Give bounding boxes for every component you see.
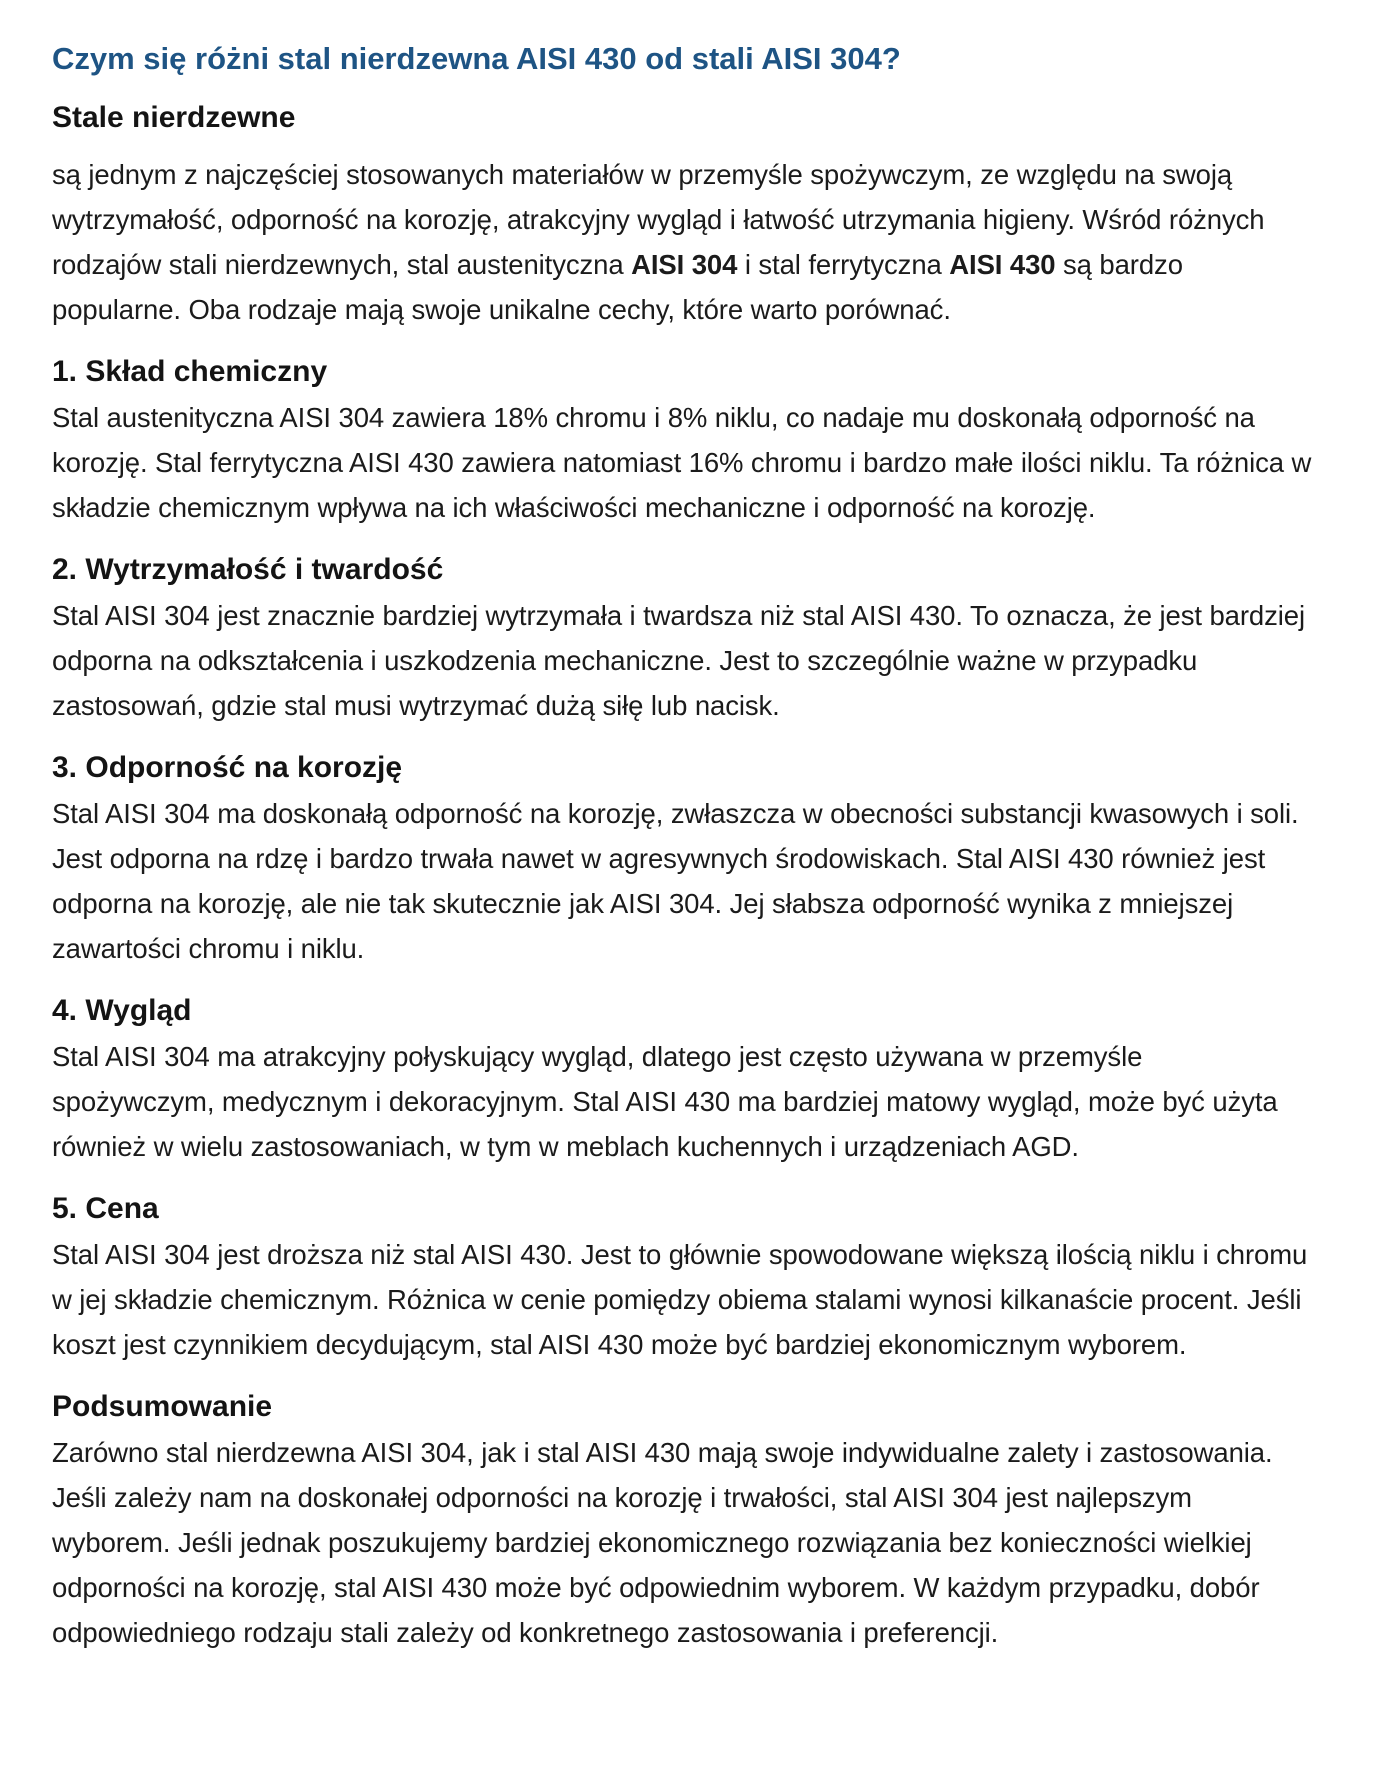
section-heading: 1. Skład chemiczny (52, 355, 328, 388)
section-heading: 4. Wygląd (52, 994, 192, 1027)
section-paragraph: Stal AISI 304 jest znacznie bardziej wytrzymała i twardsza niż stal AISI 430. To oznacza, że jest bardziej odporna na odkształcenia i uszkodzenia mechaniczne. Jest to szczególnie ważne w przypadku zastosowań, gdzie stal musi wytrzymać dużą siłę lub nacisk. (52, 600, 1305, 721)
section-price (52, 1186, 1312, 1367)
section-heading: Podsumowanie (52, 1390, 273, 1423)
section-strength-hardness (52, 547, 1312, 728)
section-heading: 2. Wytrzymałość i twardość (52, 553, 444, 586)
section-paragraph: Zarówno stal nierdzewna AISI 304, jak i stal AISI 430 mają swoje indywidualne zalety i zastosowania. Jeśli zależy nam na doskonałej odporności na korozję i trwałości, stal AISI 304 jest najlepszym wyborem. Jeśli jednak poszukujemy bardziej ekonomicznego rozwiązania bez konieczności wielkiej odporności na korozję, stal AISI 430 może być odpowiednim wyborem. W każdym przypadku, dobór odpowiedniego rodzaju stali zależy od konkretnego zastosowania i preferencji. (52, 1437, 1273, 1648)
section-summary (52, 1384, 1312, 1655)
section-heading: 5. Cena (52, 1192, 159, 1225)
section-corrosion-resistance (52, 745, 1312, 971)
section-paragraph: Stal AISI 304 ma atrakcyjny połyskujący wygląd, dlatego jest często używana w przemyśle spożywczym, medycznym i dekoracyjnym. Stal AISI 430 ma bardziej matowy wygląd, może być użyta również w wielu zastosowaniach, w tym w meblach kuchennych i urządzeniach AGD. (52, 1041, 1278, 1162)
section-paragraph: Stal austenityczna AISI 304 zawiera 18% chromu i 8% niklu, co nadaje mu doskonałą odporność na korozję. Stal ferrytyczna AISI 430 zawiera natomiast 16% chromu i bardzo małe ilości niklu. Ta różnica w składzie chemicznym wpływa na ich właściwości mechaniczne i odporność na korozję. (52, 402, 1312, 523)
section-paragraph: Stal AISI 304 jest droższa niż stal AISI 430. Jest to głównie spowodowane większą ilością niklu i chromu w jej składzie chemicznym. Różnica w cenie pomiędzy obiema stalami wynosi kilkanaście procent. Jeśli koszt jest czynnikiem decydującym, stal AISI 430 może być bardziej ekonomicznym wyborem. (52, 1239, 1308, 1360)
section-heading: 3. Odporność na korozję (52, 751, 403, 784)
page-title: Czym się różni stal nierdzewna AISI 430 od stali AISI 304? (52, 41, 901, 76)
intro-paragraph: są jednym z najczęściej stosowanych materiałów w przemyśle spożywczym, ze względu na swoją wytrzymałość, odporność na korozję, atrakcyjny wygląd i łatwość utrzymania higieny. Wśród różnych rodzajów stali nierdzewnych, stal austenityczna AISI 304 i stal ferrytyczna AISI 430 są bardzo popularne. Oba rodzaje mają swoje unikalne cechy, które warto porównać. (52, 159, 1265, 325)
section-chemical-composition (52, 349, 1312, 530)
section-appearance (52, 988, 1312, 1169)
section-paragraph: Stal AISI 304 ma doskonałą odporność na korozję, zwłaszcza w obecności substancji kwasowych i soli. Jest odporna na rdzę i bardzo trwała nawet w agresywnych środowiskach. Stal AISI 430 również jest odporna na korozję, ale nie tak skutecznie jak AISI 304. Jej słabsza odporność wynika z mniejszej zawartości chromu i niklu. (52, 798, 1299, 964)
intro-heading: Stale nierdzewne (52, 101, 296, 134)
